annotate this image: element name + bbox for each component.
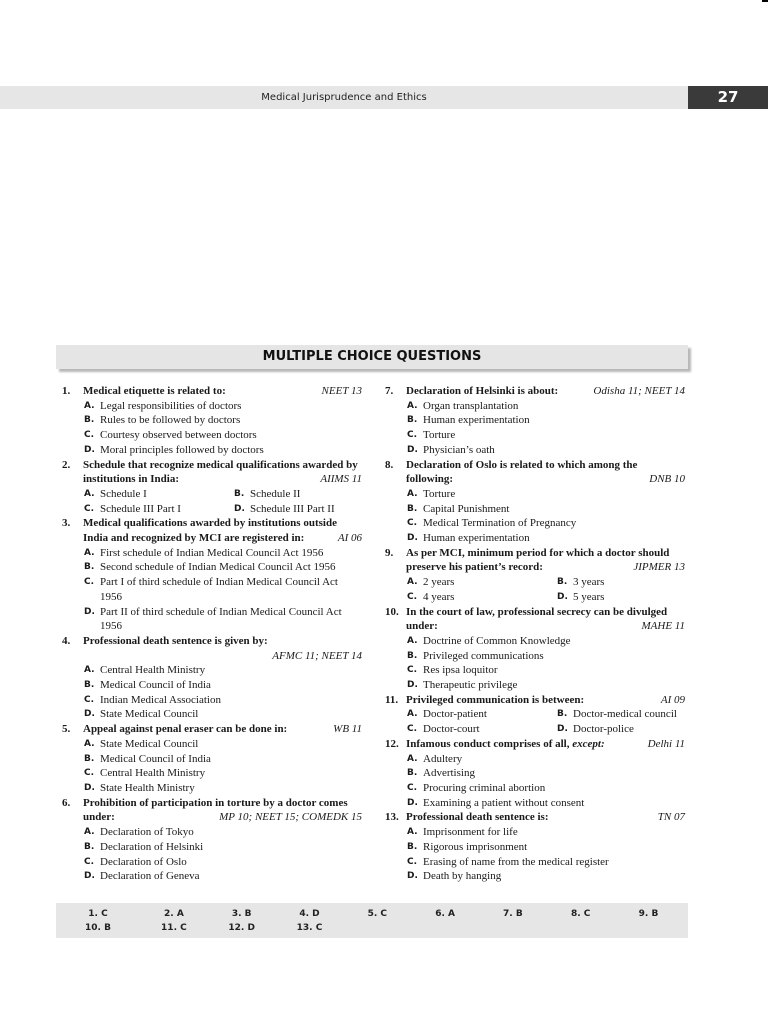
question-stem bbox=[62, 634, 362, 662]
corner-crop-mark bbox=[762, 0, 768, 2]
option-text: First schedule of Indian Medical Council Act 1956 bbox=[100, 546, 324, 559]
question-stem bbox=[62, 722, 362, 737]
question-number: 1. bbox=[62, 385, 71, 397]
option-letter: B. bbox=[84, 415, 95, 426]
option-text: Schedule I bbox=[100, 487, 147, 500]
option-letter: A. bbox=[84, 827, 95, 838]
option-text: Medical Termination of Pregnancy bbox=[423, 517, 577, 530]
option-text: Indian Medical Association bbox=[100, 693, 221, 706]
question-stem bbox=[385, 693, 685, 708]
option-text: 2 years bbox=[423, 576, 455, 589]
question-13 bbox=[385, 810, 685, 884]
option-d bbox=[62, 781, 362, 796]
option-text: Therapeutic privilege bbox=[423, 679, 518, 692]
question-text: Declaration of Helsinki is about: bbox=[406, 385, 559, 397]
question-stem bbox=[385, 737, 685, 752]
option-c bbox=[62, 502, 212, 517]
option-text: State Medical Council bbox=[100, 737, 199, 750]
option-text: Res ipsa loquitor bbox=[423, 664, 498, 677]
option-text: Rules to be followed by doctors bbox=[100, 414, 241, 427]
question-source: NEET 13 bbox=[321, 385, 362, 397]
option-c bbox=[385, 428, 685, 443]
option-text: Doctor-court bbox=[423, 723, 480, 736]
option-c bbox=[62, 428, 362, 443]
option-d bbox=[62, 707, 362, 722]
option-a bbox=[385, 575, 535, 590]
answer-row bbox=[56, 921, 688, 935]
option-text: Privileged communications bbox=[423, 649, 544, 662]
option-letter: D. bbox=[84, 606, 95, 617]
option-a bbox=[62, 399, 362, 414]
option-letter: D. bbox=[84, 444, 95, 455]
option-text: Central Health Ministry bbox=[100, 664, 206, 677]
question-text: Medical qualifications awarded by institutions outside India and recognized by MCI are registered in: bbox=[83, 517, 337, 545]
answer-cell: 9. B bbox=[638, 909, 659, 919]
option-letter: A. bbox=[407, 709, 418, 720]
option-text: Doctor-patient bbox=[423, 708, 487, 721]
option-b bbox=[535, 575, 685, 590]
option-row bbox=[62, 502, 362, 517]
option-letter: A. bbox=[407, 827, 418, 838]
option-text: Advertising bbox=[423, 767, 475, 780]
option-text: Torture bbox=[423, 487, 456, 500]
option-b bbox=[385, 649, 685, 664]
question-number: 7. bbox=[385, 385, 394, 397]
option-letter: D. bbox=[557, 724, 568, 735]
option-letter: D. bbox=[407, 533, 418, 544]
option-text: 3 years bbox=[573, 576, 605, 589]
option-b bbox=[62, 413, 362, 428]
option-letter: D. bbox=[407, 797, 418, 808]
question-source: WB 11 bbox=[333, 723, 362, 736]
answer-cell: 1. C bbox=[88, 909, 108, 919]
section-title: MULTIPLE CHOICE QUESTIONS bbox=[262, 349, 482, 364]
question-stem bbox=[62, 384, 362, 399]
option-text: Erasing of name from the medical register bbox=[423, 855, 609, 868]
option-row bbox=[385, 707, 685, 722]
option-row bbox=[62, 487, 362, 502]
option-letter: A. bbox=[407, 400, 418, 411]
option-letter: A. bbox=[407, 488, 418, 499]
option-letter: C. bbox=[407, 665, 418, 676]
question-6 bbox=[62, 796, 362, 884]
option-a bbox=[385, 634, 685, 649]
option-letter: D. bbox=[234, 503, 245, 514]
option-d bbox=[385, 869, 685, 884]
question-text: Professional death sentence is: bbox=[406, 811, 549, 824]
option-c bbox=[385, 781, 685, 796]
question-4 bbox=[62, 634, 362, 722]
question-5 bbox=[62, 722, 362, 796]
option-b bbox=[62, 752, 362, 767]
option-letter: B. bbox=[557, 577, 568, 588]
question-2 bbox=[62, 458, 362, 517]
option-c bbox=[62, 575, 362, 604]
option-c bbox=[385, 663, 685, 678]
option-row bbox=[385, 575, 685, 590]
option-b bbox=[385, 413, 685, 428]
option-row bbox=[385, 590, 685, 605]
option-letter: A. bbox=[407, 753, 418, 764]
section-heading bbox=[56, 345, 688, 369]
question-text: Privileged communication is between: bbox=[406, 693, 585, 706]
right-column bbox=[385, 384, 685, 884]
option-a bbox=[385, 752, 685, 767]
question-9 bbox=[385, 546, 685, 605]
option-c bbox=[385, 722, 535, 737]
option-d bbox=[385, 443, 685, 458]
question-number: 11. bbox=[385, 693, 399, 706]
option-text: 5 years bbox=[573, 590, 605, 603]
option-d bbox=[535, 590, 685, 605]
question-stem bbox=[62, 516, 362, 545]
option-d bbox=[385, 796, 685, 811]
option-text: Declaration of Oslo bbox=[100, 855, 187, 868]
question-source: Odisha 11; NEET 14 bbox=[593, 385, 685, 397]
answer-cell: 10. B bbox=[85, 923, 111, 933]
option-row bbox=[385, 722, 685, 737]
answer-key bbox=[56, 903, 688, 938]
option-d bbox=[62, 869, 362, 884]
option-a bbox=[62, 825, 362, 840]
option-text: Declaration of Geneva bbox=[100, 870, 200, 883]
question-11 bbox=[385, 693, 685, 737]
option-letter: C. bbox=[84, 856, 95, 867]
question-number: 9. bbox=[385, 546, 394, 559]
question-stem bbox=[62, 458, 362, 487]
question-stem bbox=[385, 458, 685, 487]
option-letter: C. bbox=[407, 591, 418, 602]
question-number: 10. bbox=[385, 605, 399, 618]
question-text: Declaration of Oslo is related to which among the following: bbox=[406, 458, 638, 486]
question-3 bbox=[62, 516, 362, 634]
option-text: State Medical Council bbox=[100, 708, 199, 721]
option-c bbox=[62, 855, 362, 870]
question-text: Prohibition of participation in torture by a doctor comes under: bbox=[83, 796, 348, 824]
option-text: Part II of third schedule of Indian Medical Council Act 1956 bbox=[100, 605, 342, 633]
option-text: Rigorous imprisonment bbox=[423, 840, 528, 853]
option-letter: C. bbox=[407, 856, 418, 867]
option-a bbox=[62, 546, 362, 561]
option-text: Torture bbox=[423, 429, 456, 442]
option-c bbox=[62, 693, 362, 708]
option-text: Human experimentation bbox=[423, 532, 530, 545]
option-letter: A. bbox=[84, 400, 95, 411]
option-d bbox=[212, 502, 362, 517]
question-source: Delhi 11 bbox=[647, 737, 685, 750]
option-b bbox=[62, 678, 362, 693]
option-text: Schedule II bbox=[250, 487, 301, 500]
option-letter: D. bbox=[84, 709, 95, 720]
option-text: Physician’s oath bbox=[423, 443, 495, 456]
question-source: MP 10; NEET 15; COMEDK 15 bbox=[219, 811, 362, 824]
question-stem bbox=[385, 546, 685, 575]
option-letter: B. bbox=[407, 503, 418, 514]
question-source: AIIMS 11 bbox=[320, 473, 362, 486]
option-a bbox=[62, 737, 362, 752]
option-text: Examining a patient without consent bbox=[423, 796, 585, 809]
running-header-title: Medical Jurisprudence and Ethics bbox=[261, 92, 427, 103]
option-letter: D. bbox=[407, 444, 418, 455]
page-number: 27 bbox=[688, 86, 768, 109]
option-b bbox=[385, 766, 685, 781]
option-text: State Health Ministry bbox=[100, 781, 195, 794]
answer-cell: 8. C bbox=[570, 909, 591, 919]
option-text: Part I of third schedule of Indian Medical Council Act 1956 bbox=[100, 576, 338, 603]
option-letter: B. bbox=[84, 562, 95, 573]
answer-cell: 7. B bbox=[503, 909, 523, 919]
question-1 bbox=[62, 384, 362, 458]
option-text: Doctor-police bbox=[573, 723, 634, 736]
answer-cell: 2. A bbox=[164, 909, 184, 919]
question-stem bbox=[385, 605, 685, 634]
question-number: 5. bbox=[62, 723, 71, 736]
option-text: Declaration of Tokyo bbox=[100, 826, 194, 839]
option-text: Declaration of Helsinki bbox=[100, 840, 204, 853]
question-number: 2. bbox=[62, 458, 71, 471]
option-letter: D. bbox=[407, 680, 418, 691]
question-number: 4. bbox=[62, 634, 71, 647]
option-letter: B. bbox=[84, 753, 95, 764]
question-source: MAHE 11 bbox=[641, 620, 685, 633]
answer-cell: 5. C bbox=[367, 909, 387, 919]
question-source: AI 09 bbox=[660, 693, 685, 706]
option-letter: B. bbox=[407, 768, 418, 779]
question-text: Medical etiquette is related to: bbox=[83, 385, 226, 397]
answer-cell: 4. D bbox=[299, 909, 320, 919]
option-text: Organ transplantation bbox=[423, 399, 519, 412]
option-text: Doctor-medical council bbox=[573, 708, 677, 721]
option-text: Schedule III Part II bbox=[250, 502, 335, 515]
option-text: Courtesy observed between doctors bbox=[100, 429, 257, 442]
option-letter: B. bbox=[407, 415, 418, 426]
answer-row bbox=[56, 907, 688, 921]
option-letter: A. bbox=[407, 577, 418, 588]
option-letter: A. bbox=[84, 488, 95, 499]
question-10 bbox=[385, 605, 685, 693]
option-text: Imprisonment for life bbox=[423, 826, 518, 839]
answer-cell: 13. C bbox=[296, 923, 323, 933]
option-text: Procuring criminal abortion bbox=[423, 781, 546, 794]
option-text: Capital Punishment bbox=[423, 502, 510, 515]
question-number: 12. bbox=[385, 737, 399, 750]
option-c bbox=[385, 855, 685, 870]
option-d bbox=[385, 678, 685, 693]
question-text: Professional death sentence is given by: bbox=[83, 634, 268, 647]
option-b bbox=[385, 502, 685, 517]
option-text: Schedule III Part I bbox=[100, 502, 181, 515]
question-stem bbox=[62, 796, 362, 825]
option-b bbox=[62, 560, 362, 575]
question-text: As per MCI, minimum period for which a doctor should preserve his patient’s record: bbox=[406, 546, 670, 574]
option-text: Adultery bbox=[423, 752, 463, 765]
question-number: 8. bbox=[385, 458, 394, 471]
question-source: DNB 10 bbox=[649, 473, 685, 486]
option-letter: D. bbox=[407, 871, 418, 882]
option-c bbox=[62, 766, 362, 781]
option-letter: A. bbox=[407, 635, 418, 646]
question-text: In the court of law, professional secrecy can be divulged under: bbox=[406, 605, 668, 633]
left-column bbox=[62, 384, 362, 884]
option-text: Medical Council of India bbox=[100, 752, 211, 765]
option-letter: D. bbox=[84, 871, 95, 882]
option-letter: C. bbox=[407, 430, 418, 441]
option-b bbox=[385, 840, 685, 855]
option-letter: D. bbox=[557, 591, 568, 602]
option-letter: B. bbox=[557, 709, 568, 720]
question-12 bbox=[385, 737, 685, 811]
option-c bbox=[385, 516, 685, 531]
option-text: Medical Council of India bbox=[100, 679, 211, 692]
answer-cell: 12. D bbox=[228, 923, 255, 933]
option-letter: C. bbox=[84, 768, 95, 779]
question-number: 13. bbox=[385, 811, 399, 824]
answer-cell: 6. A bbox=[435, 909, 455, 919]
option-a bbox=[385, 707, 535, 722]
question-text: Schedule that recognize medical qualifications awarded by institutions in India: bbox=[83, 458, 358, 486]
question-number: 6. bbox=[62, 796, 71, 809]
option-d bbox=[62, 443, 362, 458]
option-a bbox=[385, 487, 685, 502]
option-d bbox=[385, 531, 685, 546]
option-text: Doctrine of Common Knowledge bbox=[423, 634, 571, 647]
option-letter: B. bbox=[84, 680, 95, 691]
question-source: AI 06 bbox=[337, 532, 362, 545]
question-stem bbox=[385, 384, 685, 399]
running-header bbox=[0, 86, 688, 109]
option-a bbox=[385, 825, 685, 840]
option-d bbox=[62, 605, 362, 634]
option-text: Moral principles followed by doctors bbox=[100, 443, 264, 456]
option-a bbox=[62, 487, 212, 502]
option-a bbox=[62, 663, 362, 678]
answer-cell: 11. C bbox=[161, 923, 187, 933]
question-stem bbox=[385, 810, 685, 825]
answer-grid bbox=[56, 907, 688, 935]
option-letter: A. bbox=[84, 738, 95, 749]
question-emphasis: except: bbox=[572, 737, 605, 750]
option-text: Death by hanging bbox=[423, 870, 502, 883]
option-b bbox=[212, 487, 362, 502]
question-number: 3. bbox=[62, 517, 71, 530]
question-source: JIPMER 13 bbox=[633, 561, 685, 574]
option-text: Human experimentation bbox=[423, 414, 530, 427]
question-8 bbox=[385, 458, 685, 546]
option-text: Second schedule of Indian Medical Council Act 1956 bbox=[100, 561, 336, 574]
question-text: Appeal against penal eraser can be done in: bbox=[83, 723, 288, 736]
option-letter: C. bbox=[84, 577, 95, 588]
option-letter: A. bbox=[84, 547, 95, 558]
option-c bbox=[385, 590, 535, 605]
option-letter: B. bbox=[84, 841, 95, 852]
option-b bbox=[535, 707, 685, 722]
option-letter: B. bbox=[407, 841, 418, 852]
option-letter: C. bbox=[84, 430, 95, 441]
option-d bbox=[535, 722, 685, 737]
option-text: Central Health Ministry bbox=[100, 767, 206, 780]
option-letter: B. bbox=[234, 488, 245, 499]
question-source: AFMC 11; NEET 14 bbox=[272, 649, 362, 662]
option-letter: C. bbox=[84, 694, 95, 705]
option-letter: C. bbox=[84, 503, 95, 514]
option-letter: C. bbox=[407, 782, 418, 793]
option-b bbox=[62, 840, 362, 855]
question-source: TN 07 bbox=[657, 811, 685, 824]
option-letter: B. bbox=[407, 650, 418, 661]
option-letter: C. bbox=[407, 724, 418, 735]
option-text: 4 years bbox=[423, 590, 455, 603]
answer-cell: 3. B bbox=[231, 909, 252, 919]
question-7 bbox=[385, 384, 685, 458]
option-letter: C. bbox=[407, 518, 418, 529]
option-letter: D. bbox=[84, 782, 95, 793]
option-letter: A. bbox=[84, 665, 95, 676]
option-a bbox=[385, 399, 685, 414]
question-text: Infamous conduct comprises of all, bbox=[406, 737, 570, 750]
option-text: Legal responsibilities of doctors bbox=[100, 399, 242, 412]
